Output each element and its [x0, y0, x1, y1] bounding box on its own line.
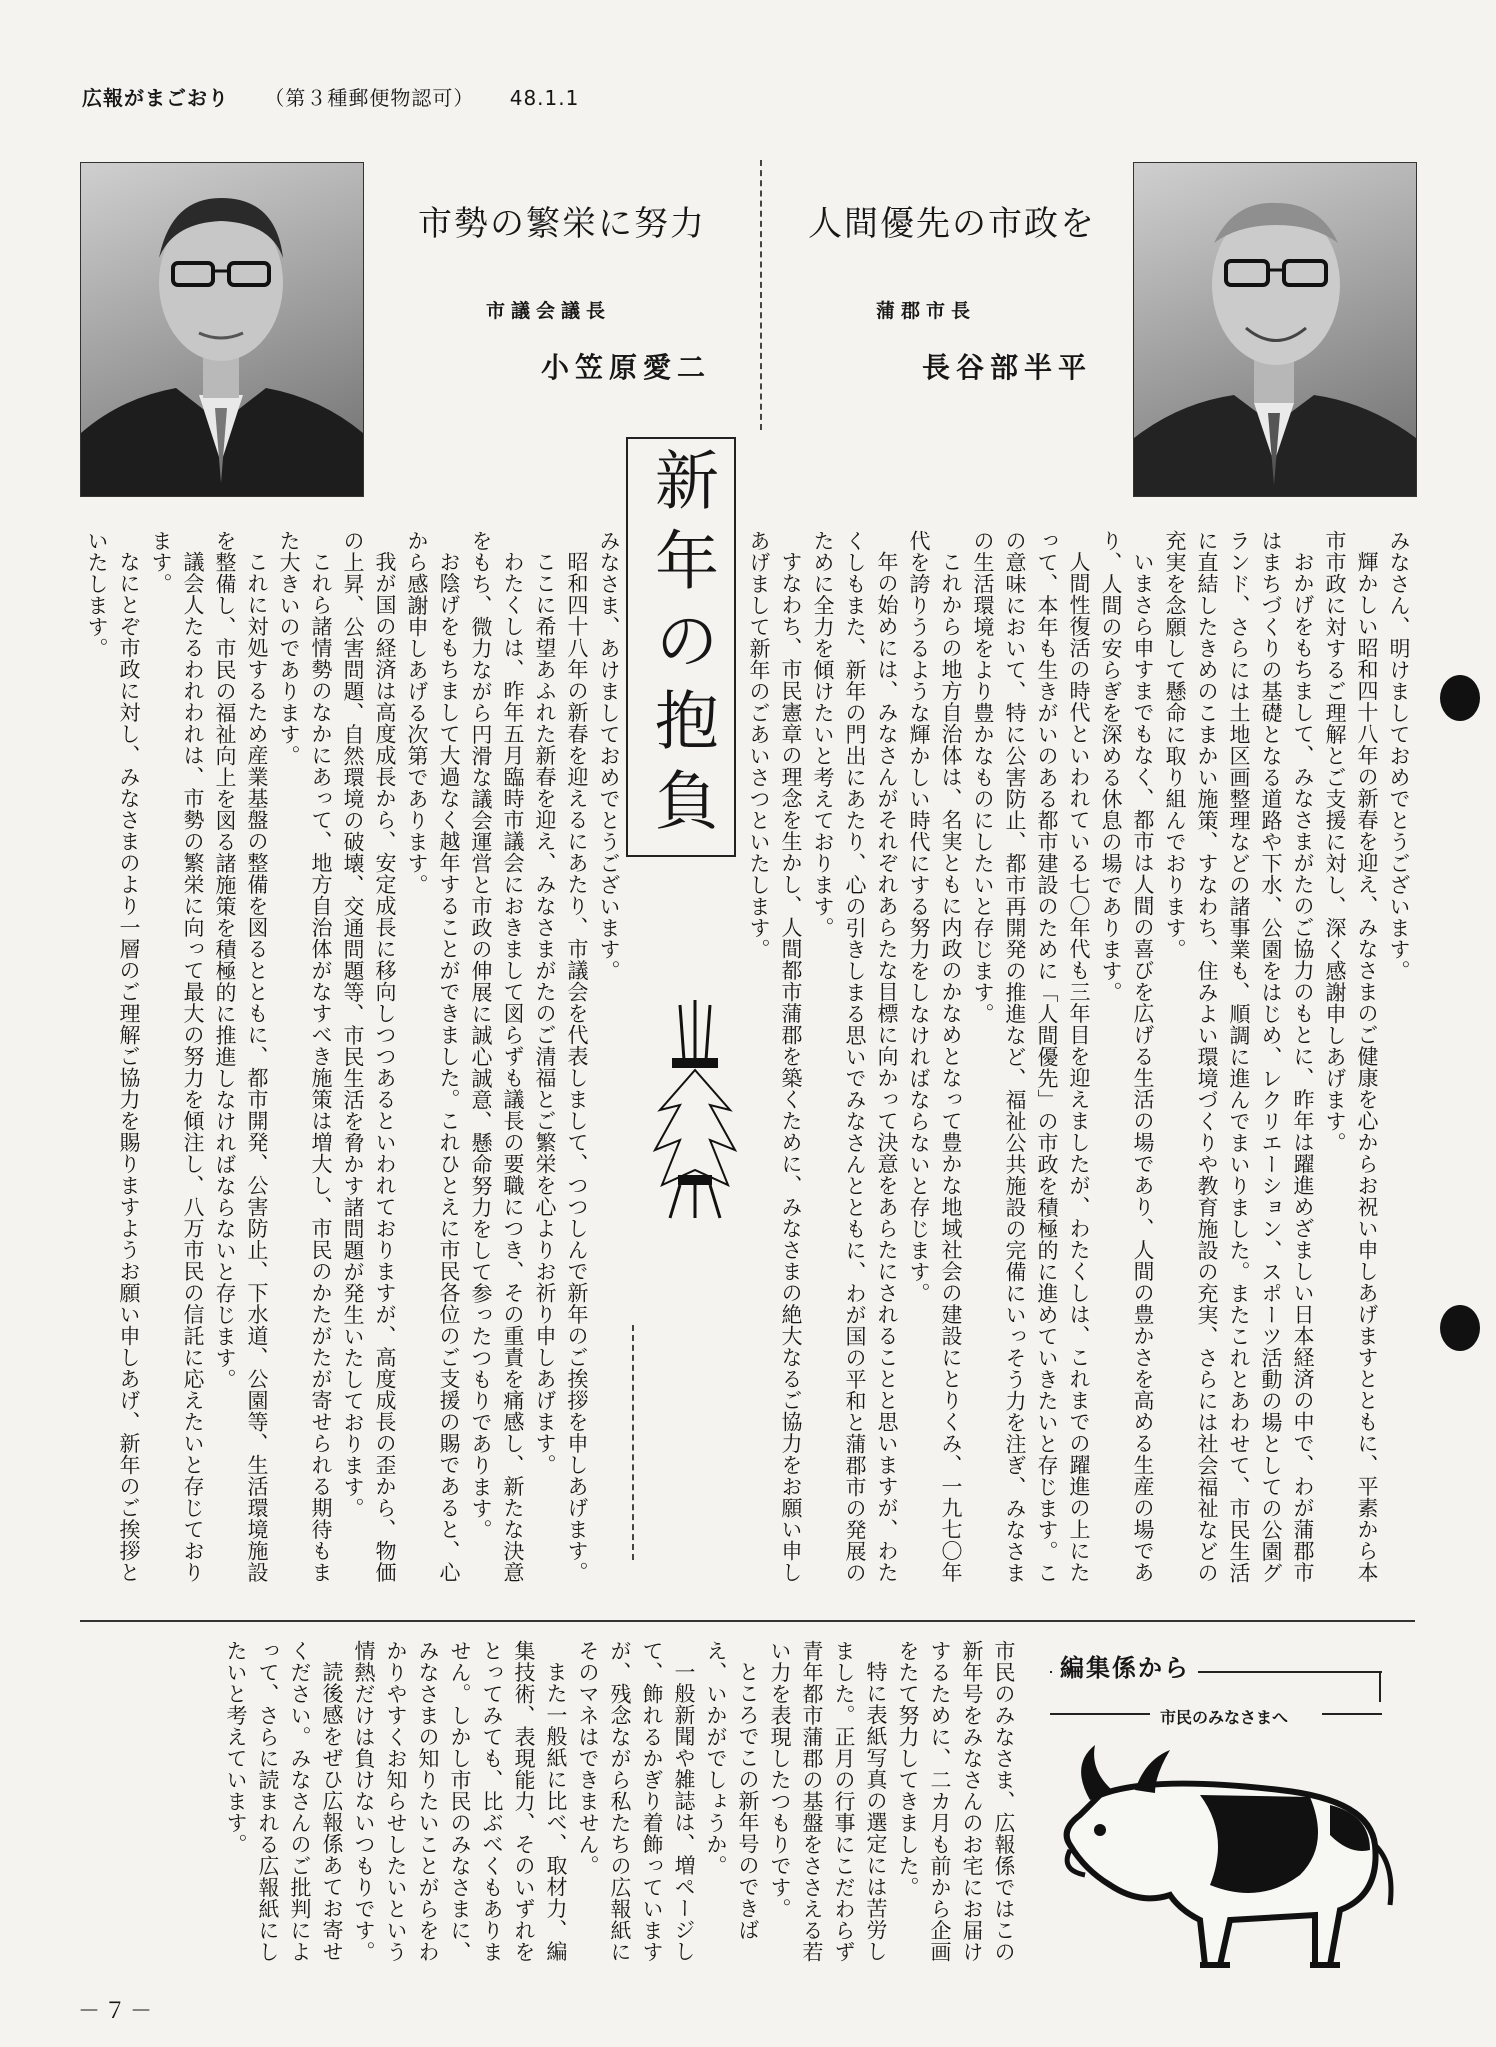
mayor-portrait [1133, 162, 1417, 497]
paragraph: お陰げをもちまして大過なく越年することができました。これひとえに市民各位のご支援の賜であると、心から感謝申しあげる次第であります。 [405, 530, 461, 1583]
masthead [82, 82, 579, 111]
cow-illustration [1030, 1735, 1400, 1975]
paragraph: わたくしは、昨年五月臨時市議会におきまして図らずも議長の要職につき、その重責を痛感し、新たな決意をもち、微力ながら円滑な議会運営と市政の伸展に誠心誠意、懸命努力をして参ったつもりであります。 [469, 530, 525, 1583]
mayor-article-body [747, 530, 1415, 1600]
postal-permit: （第３種郵便物認可） [264, 86, 475, 110]
straw-ornament-illustration [650, 1000, 740, 1220]
portrait-illustration [81, 163, 363, 496]
editorial-title: 編集係から [1052, 1648, 1198, 1683]
paragraph: いまさら申すまでもなく、都市は人間の喜びを広げる生活の場であり、人間の豊かさを高める生産の場であり、人間の安らぎを深める休息の場であります。 [1099, 530, 1155, 1583]
paragraph: これら諸情勢のなかにあって、地方自治体がなすべき施策は増大し、市民のかたがたが寄せられる期待もまた大きいのであります。 [277, 530, 333, 1583]
paragraph: 一般新聞や雑誌は、増ページして、飾れるかぎり着飾っていますが、残念ながら私たちの広報紙にそのマネはできません。 [576, 1640, 696, 1963]
paragraph: みなさま、あけましておめでとうございます。 [597, 530, 621, 982]
ox-icon [1030, 1735, 1400, 1975]
section-divider [80, 1620, 1415, 1622]
chairman-name: 小笠原愛二 [541, 351, 712, 384]
paragraph: また一般紙に比べ、取材力、編集技術、表現能力、そのいずれをとってみても、比ぶべくもありません。しかし市民のみなさまに、みなさまの知りたいことがらをわかりやすくお知らせしたいという情熱だけは負けないつもりです。 [352, 1640, 568, 1963]
chairman-portrait [80, 162, 364, 497]
publication-name: 広報がまごおり [82, 86, 229, 110]
paragraph: 輝かしい昭和四十八年の新春を迎え、みなさまのご健康を心からお祝い申しあげますとともに、平素から本市市政に対するご理解とご支援に対し、深く感謝申しあげます。 [1323, 530, 1379, 1583]
portrait-illustration [1134, 163, 1416, 496]
mayor-headline: 人間優先の市政を [808, 204, 1096, 244]
paragraph: 人間性復活の時代といわれている七〇年代も三年目を迎えましたが、わたくしは、これまでの躍進の上にたって、本年も生きがいのある都市建設のために「人間優先」の市政を積極的に進めていきたいと存じます。この意味において、特に公害防止、都市再開発の推進など、福祉公共施設の完備にいっそう力を注ぎ、みなさまの生活環境をより豊かなものにしたいと存じます。 [971, 530, 1091, 1584]
page-number: －７－ [78, 1999, 157, 2024]
paragraph: 市民のみなさま、広報係ではこの新年号をみなさんのお宅にお届けするために、二カ月も前から企画をたて努力してきました。 [896, 1640, 1016, 1963]
chairman-article-body [80, 530, 625, 1600]
punch-hole-mark [1440, 675, 1480, 721]
issue-date: 48.1.1 [509, 86, 580, 110]
center-divider-lower [632, 1325, 634, 1560]
paragraph: すなわち、市民憲章の理念を生かし、人間都市蒲郡を築くために、みなさまの絶大なるご協力をお願い申しあげまして新年のごあいさつといたします。 [747, 530, 803, 1583]
paragraph: 昭和四十八年の新春を迎えるにあたり、市議会を代表しまして、つつしんで新年のご挨拶を申しあげます。 [565, 551, 589, 1583]
chairman-role: 市議会議長 [486, 300, 612, 322]
paragraph: 読後感をぜひ広報係あてお寄せください。みなさんのご批判によって、さらに読まれる広報紙にしたいと考えています。 [224, 1640, 344, 1963]
paragraph: これからの地方自治体は、名実ともに内政のかなめとなって豊かな地域社会の建設にとりくみ、一九七〇年代を誇りうるような輝かしい時代にする努力をしなければならないと存じます。 [907, 530, 963, 1583]
paragraph: なにとぞ市政に対し、みなさまのより一層のご理解ご協力を賜りますようお願い申しあげ、新年のご挨拶といたします。 [85, 530, 141, 1583]
punch-hole-mark [1440, 1305, 1480, 1351]
editorial-body [80, 1640, 1020, 1975]
mayor-role: 蒲郡市長 [876, 300, 977, 322]
paragraph: ところでこの新年号のできばえ、いかがでしょうか。 [704, 1640, 760, 1941]
new-year-title: 新年の抱負 [644, 447, 718, 847]
mayor-name: 長谷部半平 [922, 351, 1093, 384]
paragraph: 議会人たるわれわれは、市勢の繁栄に向って最大の努力を傾注し、八万市民の信託に応えたいと存じております。 [149, 530, 205, 1583]
paragraph: みなさん、明けましておめでとうございます。 [1387, 530, 1411, 982]
paragraph: おかげをもちまして、みなさまがたのご協力のもとに、昨年は躍進めざましい日本経済の中で、わが蒲郡市はまちづくりの基礎となる道路や下水、公園をはじめ、レクリエーション、スポーツ活動の場としての公園グランド、さらには土地区画整理などの諸事業も、順調に進んでまいりました。またこれとあわせて、市民生活に直結したきめのこまかい施策、すなわち、住みよい環境づくりや教育施設の充実、さらには社会福祉などの充実を念願して懸命に取り組んでおります。 [1163, 530, 1315, 1584]
paragraph: ここに希望あふれた新春を迎え、みなさまがたのご清福とご繁栄を心よりお祈り申しあげます。 [533, 551, 557, 1476]
editorial-subtitle: 市民のみなさまへ [1160, 1708, 1289, 1727]
paragraph: 年の始めには、みなさんがそれぞれあらたな目標に向かって決意をあらたにされることと思いますが、わたくしもまた、新年の門出にあたり、心の引きしまる思いでみなさんとともに、わが国の平和と蒲郡市の発展のために全力を傾けたいと考えております。 [811, 530, 899, 1584]
new-year-title-box [626, 437, 736, 857]
paragraph: 特に表紙写真の選定には苦労しました。正月の行事にこだわらず青年都市蒲郡の基盤をささえる若い力を表現したつもりです。 [768, 1640, 888, 1963]
kadomatsu-icon [650, 1000, 740, 1220]
chairman-headline: 市勢の繁栄に努力 [418, 204, 706, 244]
center-divider [760, 160, 762, 430]
paragraph: これに対処するため産業基盤の整備を図るとともに、都市開発、公害防止、下水道、公園等、生活環境施設を整備し、市民の福祉向上を図る諸施策を積極的に推進しなければならないと存じます。 [213, 530, 269, 1583]
paragraph: 我が国の経済は高度成長から、安定成長に移向しつつあるといわれておりますが、高度成長の歪から、物価の上昇、公害問題、自然環境の破壊、交通問題等、市民生活を脅かす諸問題が発生いたしております。 [341, 530, 397, 1583]
